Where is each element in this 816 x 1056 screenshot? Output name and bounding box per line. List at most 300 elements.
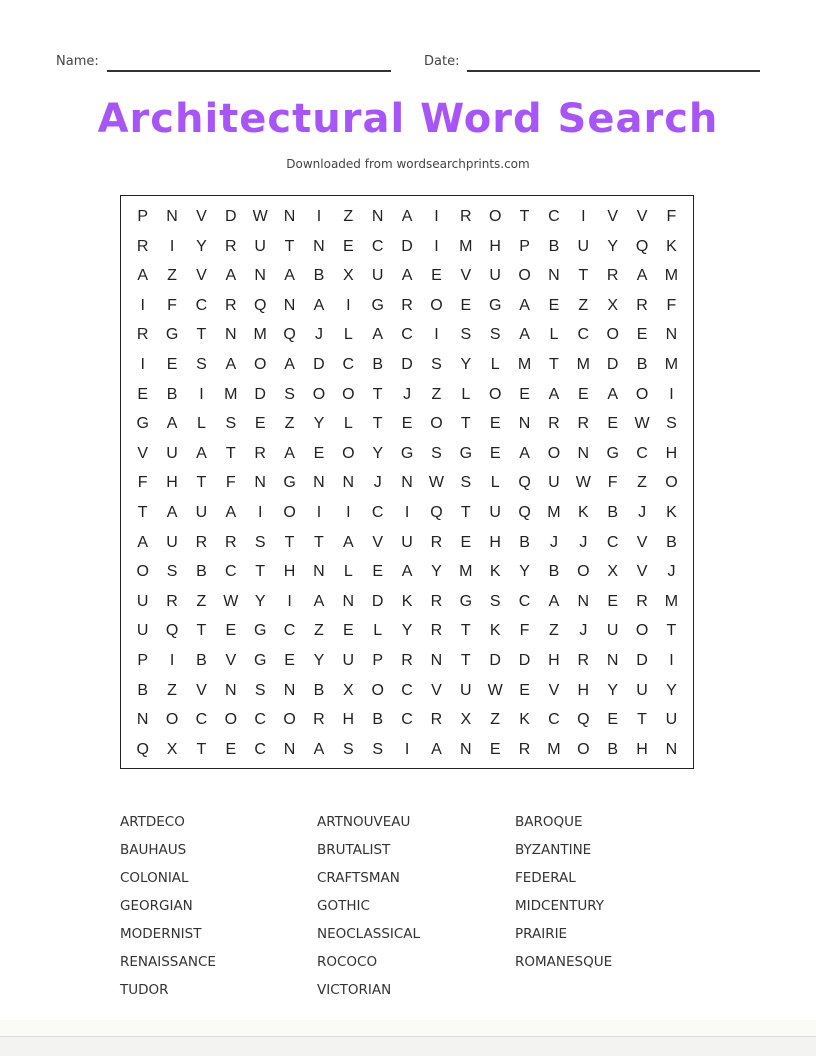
grid-cell[interactable]: R: [430, 533, 443, 551]
grid-cell[interactable]: B: [607, 503, 619, 521]
grid-cell[interactable]: Q: [136, 740, 149, 758]
grid-cell[interactable]: N: [342, 592, 355, 610]
grid-cell[interactable]: L: [196, 415, 206, 433]
grid-cell[interactable]: I: [404, 740, 410, 758]
grid-cell[interactable]: P: [519, 237, 530, 255]
grid-cell[interactable]: R: [460, 208, 472, 225]
grid-cell[interactable]: F: [607, 474, 618, 492]
grid-cell[interactable]: V: [636, 563, 648, 581]
grid-cell[interactable]: I: [169, 651, 175, 669]
grid-cell[interactable]: C: [225, 563, 237, 581]
grid-cell[interactable]: A: [284, 355, 295, 373]
grid-cell[interactable]: C: [401, 711, 413, 729]
grid-cell[interactable]: Y: [313, 415, 325, 433]
grid-cell[interactable]: Z: [431, 385, 442, 403]
grid-cell[interactable]: O: [371, 681, 384, 699]
grid-cell[interactable]: R: [430, 622, 443, 640]
grid-cell[interactable]: C: [342, 355, 355, 373]
grid-cell[interactable]: Q: [430, 503, 443, 521]
grid-cell[interactable]: T: [549, 355, 559, 373]
grid-cell[interactable]: B: [666, 533, 677, 551]
grid-cell[interactable]: N: [283, 681, 296, 699]
grid-cell[interactable]: O: [665, 474, 678, 492]
grid-cell[interactable]: J: [579, 622, 588, 640]
grid-cell[interactable]: D: [489, 651, 501, 669]
grid-cell[interactable]: T: [255, 563, 266, 581]
grid-cell[interactable]: N: [313, 474, 325, 492]
grid-cell[interactable]: V: [196, 208, 207, 225]
grid-cell[interactable]: A: [284, 444, 295, 462]
grid-cell[interactable]: E: [489, 444, 501, 462]
grid-cell[interactable]: M: [664, 355, 679, 373]
grid-cell[interactable]: O: [547, 444, 561, 462]
grid-cell[interactable]: R: [313, 711, 325, 729]
grid-cell[interactable]: D: [401, 355, 413, 373]
grid-cell[interactable]: I: [287, 592, 292, 610]
grid-cell[interactable]: J: [549, 533, 558, 551]
grid-cell[interactable]: S: [225, 415, 237, 433]
grid-cell[interactable]: Z: [167, 681, 177, 699]
grid-cell[interactable]: R: [430, 592, 443, 610]
grid-cell[interactable]: B: [548, 563, 560, 581]
grid-cell[interactable]: U: [665, 711, 678, 729]
grid-cell[interactable]: D: [606, 355, 619, 373]
grid-cell[interactable]: S: [254, 681, 266, 699]
grid-cell[interactable]: P: [372, 651, 384, 669]
grid-cell[interactable]: C: [195, 711, 208, 729]
grid-cell[interactable]: E: [460, 296, 472, 314]
grid-cell[interactable]: A: [313, 592, 325, 610]
grid-cell[interactable]: U: [636, 681, 648, 699]
grid-cell[interactable]: S: [666, 415, 677, 433]
grid-cell[interactable]: Q: [577, 711, 590, 729]
grid-cell[interactable]: A: [401, 267, 413, 285]
grid-cell[interactable]: A: [372, 326, 384, 344]
grid-cell[interactable]: H: [166, 474, 178, 492]
grid-cell[interactable]: E: [342, 237, 354, 255]
grid-cell[interactable]: K: [519, 711, 530, 729]
grid-cell[interactable]: O: [430, 415, 443, 433]
grid-cell[interactable]: C: [371, 503, 384, 521]
grid-cell[interactable]: D: [636, 651, 648, 669]
grid-cell[interactable]: G: [253, 651, 267, 669]
grid-cell[interactable]: I: [581, 208, 586, 225]
grid-cell[interactable]: P: [137, 651, 149, 669]
grid-cell[interactable]: F: [167, 296, 177, 314]
grid-cell[interactable]: O: [165, 711, 179, 729]
grid-cell[interactable]: T: [372, 415, 383, 433]
grid-cell[interactable]: B: [607, 740, 619, 758]
grid-cell[interactable]: T: [196, 326, 207, 344]
grid-cell[interactable]: E: [577, 385, 589, 403]
grid-cell[interactable]: S: [254, 533, 266, 551]
grid-cell[interactable]: E: [431, 267, 442, 285]
grid-cell[interactable]: I: [257, 503, 263, 521]
grid-cell[interactable]: O: [342, 444, 355, 462]
grid-cell[interactable]: F: [666, 208, 677, 225]
grid-cell[interactable]: N: [254, 267, 266, 285]
grid-cell[interactable]: A: [519, 296, 530, 314]
grid-cell[interactable]: J: [373, 474, 382, 492]
grid-cell[interactable]: V: [636, 208, 648, 225]
grid-cell[interactable]: O: [430, 296, 443, 314]
grid-cell[interactable]: L: [490, 355, 500, 373]
grid-cell[interactable]: D: [313, 355, 325, 373]
grid-cell[interactable]: M: [253, 326, 267, 344]
grid-cell[interactable]: B: [313, 681, 325, 699]
grid-cell[interactable]: R: [430, 711, 443, 729]
grid-cell[interactable]: R: [577, 651, 590, 669]
grid-cell[interactable]: A: [137, 533, 149, 551]
grid-cell[interactable]: X: [166, 740, 178, 758]
grid-cell[interactable]: C: [518, 592, 531, 610]
grid-cell[interactable]: H: [636, 740, 648, 758]
grid-cell[interactable]: A: [166, 503, 178, 521]
grid-cell[interactable]: V: [372, 533, 384, 551]
grid-cell[interactable]: R: [225, 237, 237, 255]
grid-cell[interactable]: M: [459, 563, 473, 581]
grid-cell[interactable]: A: [137, 267, 149, 285]
grid-cell[interactable]: G: [459, 592, 473, 610]
grid-cell[interactable]: O: [577, 563, 590, 581]
grid-cell[interactable]: Y: [431, 563, 442, 581]
grid-cell[interactable]: N: [518, 415, 531, 433]
grid-cell[interactable]: E: [607, 415, 619, 433]
grid-cell[interactable]: O: [606, 326, 619, 344]
grid-cell[interactable]: S: [372, 740, 384, 758]
grid-cell[interactable]: U: [342, 651, 355, 669]
grid-cell[interactable]: A: [313, 296, 325, 314]
grid-cell[interactable]: Z: [343, 208, 354, 225]
name-field[interactable]: [56, 52, 391, 72]
grid-cell[interactable]: C: [577, 326, 590, 344]
grid-cell[interactable]: S: [460, 474, 472, 492]
grid-cell[interactable]: O: [283, 503, 296, 521]
grid-cell[interactable]: N: [283, 740, 296, 758]
grid-cell[interactable]: Y: [460, 355, 472, 373]
grid-cell[interactable]: N: [136, 711, 149, 729]
grid-cell[interactable]: B: [137, 681, 149, 699]
grid-cell[interactable]: G: [253, 622, 267, 640]
grid-cell[interactable]: O: [283, 711, 296, 729]
grid-cell[interactable]: Q: [518, 503, 531, 521]
grid-cell[interactable]: Z: [167, 267, 177, 285]
grid-cell[interactable]: D: [518, 651, 531, 669]
grid-cell[interactable]: S: [166, 563, 178, 581]
grid-cell[interactable]: V: [548, 681, 560, 699]
grid-cell[interactable]: K: [401, 592, 413, 610]
grid-cell[interactable]: F: [225, 474, 236, 492]
grid-cell[interactable]: U: [548, 474, 560, 492]
grid-cell[interactable]: N: [577, 592, 590, 610]
grid-cell[interactable]: S: [460, 326, 472, 344]
grid-cell[interactable]: E: [166, 355, 178, 373]
grid-cell[interactable]: F: [137, 474, 148, 492]
grid-cell[interactable]: Z: [314, 622, 324, 640]
grid-cell[interactable]: T: [578, 267, 589, 285]
grid-cell[interactable]: P: [137, 208, 149, 225]
grid-cell[interactable]: S: [284, 385, 295, 403]
grid-cell[interactable]: M: [224, 385, 238, 403]
grid-cell[interactable]: U: [401, 533, 413, 551]
grid-cell[interactable]: E: [401, 415, 413, 433]
grid-cell[interactable]: I: [346, 296, 351, 314]
grid-cell[interactable]: Y: [254, 592, 266, 610]
grid-cell[interactable]: K: [666, 237, 677, 255]
grid-cell[interactable]: U: [166, 444, 178, 462]
grid-cell[interactable]: R: [518, 740, 531, 758]
grid-cell[interactable]: C: [401, 326, 413, 344]
grid-cell[interactable]: C: [254, 740, 266, 758]
grid-cell[interactable]: S: [196, 355, 207, 373]
grid-cell[interactable]: W: [428, 474, 444, 492]
grid-cell[interactable]: E: [519, 385, 530, 403]
grid-cell[interactable]: I: [140, 355, 145, 373]
grid-cell[interactable]: N: [548, 267, 560, 285]
grid-cell[interactable]: O: [136, 563, 149, 581]
grid-cell[interactable]: A: [225, 267, 237, 285]
grid-cell[interactable]: G: [165, 326, 179, 344]
grid-cell[interactable]: L: [490, 474, 500, 492]
grid-cell[interactable]: T: [196, 740, 207, 758]
grid-cell[interactable]: H: [489, 533, 501, 551]
grid-cell[interactable]: W: [634, 415, 650, 433]
grid-cell[interactable]: W: [487, 681, 503, 699]
grid-cell[interactable]: V: [460, 267, 472, 285]
grid-cell[interactable]: N: [225, 326, 237, 344]
grid-cell[interactable]: M: [517, 355, 532, 373]
grid-cell[interactable]: V: [225, 651, 237, 669]
grid-cell[interactable]: T: [460, 622, 471, 640]
grid-cell[interactable]: A: [401, 563, 413, 581]
grid-cell[interactable]: N: [371, 208, 384, 225]
grid-cell[interactable]: J: [403, 385, 412, 403]
grid-cell[interactable]: T: [284, 237, 295, 255]
grid-cell[interactable]: T: [666, 622, 677, 640]
grid-cell[interactable]: K: [489, 622, 501, 640]
grid-cell[interactable]: E: [489, 740, 501, 758]
grid-cell[interactable]: W: [223, 592, 239, 610]
grid-cell[interactable]: J: [638, 503, 647, 521]
grid-cell[interactable]: X: [607, 296, 619, 314]
grid-cell[interactable]: G: [136, 415, 149, 433]
grid-cell[interactable]: M: [664, 592, 679, 610]
date-field[interactable]: [424, 52, 760, 72]
grid-cell[interactable]: C: [254, 711, 266, 729]
grid-cell[interactable]: Y: [313, 651, 325, 669]
grid-cell[interactable]: J: [579, 533, 588, 551]
grid-cell[interactable]: J: [667, 563, 676, 581]
grid-cell[interactable]: R: [136, 326, 149, 344]
grid-cell[interactable]: C: [548, 711, 560, 729]
grid-cell[interactable]: I: [669, 385, 674, 403]
grid-cell[interactable]: Q: [253, 296, 267, 314]
grid-cell[interactable]: Z: [284, 415, 295, 433]
grid-cell[interactable]: A: [519, 326, 530, 344]
grid-cell[interactable]: M: [547, 503, 561, 521]
grid-cell[interactable]: U: [489, 503, 501, 521]
grid-cell[interactable]: E: [607, 711, 619, 729]
grid-cell[interactable]: S: [489, 592, 501, 610]
grid-cell[interactable]: X: [460, 711, 472, 729]
grid-cell[interactable]: H: [577, 681, 590, 699]
grid-cell[interactable]: U: [460, 681, 472, 699]
grid-cell[interactable]: T: [519, 208, 530, 225]
grid-cell[interactable]: I: [316, 503, 322, 521]
grid-cell[interactable]: M: [547, 740, 561, 758]
grid-cell[interactable]: Y: [607, 237, 619, 255]
grid-cell[interactable]: U: [577, 237, 590, 255]
grid-cell[interactable]: T: [460, 651, 471, 669]
grid-cell[interactable]: R: [254, 444, 266, 462]
grid-cell[interactable]: E: [137, 385, 149, 403]
grid-cell[interactable]: S: [342, 740, 354, 758]
grid-cell[interactable]: A: [225, 503, 237, 521]
grid-cell[interactable]: E: [225, 622, 237, 640]
grid-cell[interactable]: A: [196, 444, 207, 462]
grid-cell[interactable]: D: [254, 385, 266, 403]
grid-cell[interactable]: O: [342, 385, 355, 403]
grid-cell[interactable]: V: [431, 681, 442, 699]
grid-cell[interactable]: E: [313, 444, 325, 462]
grid-cell[interactable]: G: [459, 444, 473, 462]
grid-cell[interactable]: X: [342, 267, 354, 285]
grid-cell[interactable]: Q: [518, 474, 531, 492]
grid-cell[interactable]: A: [401, 208, 413, 225]
grid-cell[interactable]: U: [606, 622, 619, 640]
grid-cell[interactable]: R: [636, 592, 648, 610]
grid-cell[interactable]: R: [195, 533, 208, 551]
grid-cell[interactable]: I: [434, 208, 439, 225]
grid-cell[interactable]: N: [225, 681, 237, 699]
grid-cell[interactable]: T: [460, 415, 471, 433]
grid-cell[interactable]: H: [489, 237, 501, 255]
grid-cell[interactable]: G: [488, 296, 502, 314]
grid-cell[interactable]: E: [254, 415, 266, 433]
grid-cell[interactable]: N: [342, 474, 355, 492]
grid-cell[interactable]: U: [136, 592, 149, 610]
grid-cell[interactable]: R: [606, 267, 619, 285]
grid-cell[interactable]: B: [372, 355, 384, 373]
grid-cell[interactable]: S: [489, 326, 501, 344]
grid-cell[interactable]: A: [636, 267, 648, 285]
grid-cell[interactable]: N: [606, 651, 619, 669]
grid-cell[interactable]: I: [434, 237, 439, 255]
grid-cell[interactable]: W: [252, 208, 268, 225]
grid-cell[interactable]: B: [372, 711, 384, 729]
grid-cell[interactable]: R: [577, 415, 590, 433]
grid-cell[interactable]: Y: [372, 444, 384, 462]
grid-cell[interactable]: X: [607, 563, 619, 581]
grid-cell[interactable]: C: [606, 533, 619, 551]
grid-cell[interactable]: F: [519, 622, 530, 640]
grid-cell[interactable]: B: [196, 651, 207, 669]
grid-cell[interactable]: Z: [578, 296, 589, 314]
grid-cell[interactable]: L: [343, 326, 353, 344]
grid-cell[interactable]: K: [489, 563, 501, 581]
grid-cell[interactable]: F: [666, 296, 677, 314]
grid-cell[interactable]: N: [430, 651, 443, 669]
grid-cell[interactable]: E: [284, 651, 295, 669]
grid-cell[interactable]: A: [342, 533, 354, 551]
grid-cell[interactable]: R: [166, 592, 178, 610]
grid-cell[interactable]: T: [196, 474, 207, 492]
grid-cell[interactable]: U: [371, 267, 384, 285]
grid-cell[interactable]: E: [519, 681, 530, 699]
grid-cell[interactable]: U: [166, 533, 178, 551]
grid-cell[interactable]: U: [254, 237, 266, 255]
grid-cell[interactable]: Z: [637, 474, 647, 492]
grid-cell[interactable]: O: [577, 740, 590, 758]
grid-cell[interactable]: L: [461, 385, 471, 403]
grid-cell[interactable]: Q: [635, 237, 649, 255]
grid-cell[interactable]: I: [669, 651, 674, 669]
grid-cell[interactable]: L: [343, 563, 353, 581]
grid-cell[interactable]: N: [460, 740, 472, 758]
grid-cell[interactable]: T: [460, 503, 471, 521]
grid-cell[interactable]: T: [637, 711, 647, 729]
grid-cell[interactable]: I: [404, 503, 410, 521]
grid-cell[interactable]: R: [548, 415, 560, 433]
grid-cell[interactable]: A: [548, 592, 560, 610]
grid-cell[interactable]: R: [636, 296, 648, 314]
grid-cell[interactable]: Y: [401, 622, 413, 640]
grid-cell[interactable]: D: [401, 237, 413, 255]
grid-cell[interactable]: E: [607, 592, 619, 610]
grid-cell[interactable]: E: [489, 415, 501, 433]
grid-cell[interactable]: B: [313, 267, 325, 285]
grid-cell[interactable]: V: [607, 208, 619, 225]
grid-cell[interactable]: C: [401, 681, 413, 699]
grid-cell[interactable]: V: [137, 444, 149, 462]
grid-cell[interactable]: I: [199, 385, 204, 403]
grid-cell[interactable]: N: [166, 208, 178, 225]
grid-cell[interactable]: Y: [666, 681, 677, 699]
grid-cell[interactable]: M: [664, 267, 679, 285]
grid-cell[interactable]: O: [253, 355, 267, 373]
grid-cell[interactable]: K: [577, 503, 589, 521]
grid-cell[interactable]: G: [606, 444, 619, 462]
grid-cell[interactable]: B: [548, 237, 560, 255]
grid-cell[interactable]: H: [342, 711, 355, 729]
grid-cell[interactable]: V: [196, 681, 207, 699]
grid-cell[interactable]: V: [636, 533, 648, 551]
grid-cell[interactable]: A: [519, 444, 530, 462]
grid-cell[interactable]: B: [636, 355, 648, 373]
grid-cell[interactable]: G: [400, 444, 414, 462]
grid-cell[interactable]: M: [576, 355, 590, 373]
grid-cell[interactable]: T: [372, 385, 383, 403]
grid-cell[interactable]: T: [314, 533, 324, 551]
grid-cell[interactable]: S: [431, 355, 442, 373]
grid-cell[interactable]: O: [635, 385, 649, 403]
grid-cell[interactable]: A: [313, 740, 325, 758]
grid-cell[interactable]: T: [284, 533, 295, 551]
grid-cell[interactable]: R: [136, 237, 149, 255]
grid-cell[interactable]: Q: [283, 326, 296, 344]
grid-cell[interactable]: L: [549, 326, 559, 344]
grid-cell[interactable]: A: [284, 267, 295, 285]
grid-cell[interactable]: N: [313, 237, 325, 255]
grid-cell[interactable]: L: [373, 622, 383, 640]
grid-cell[interactable]: K: [666, 503, 677, 521]
grid-cell[interactable]: O: [312, 385, 326, 403]
grid-cell[interactable]: I: [434, 326, 439, 344]
grid-cell[interactable]: O: [224, 711, 238, 729]
grid-cell[interactable]: N: [313, 563, 325, 581]
grid-cell[interactable]: O: [518, 267, 531, 285]
grid-cell[interactable]: Y: [607, 681, 619, 699]
